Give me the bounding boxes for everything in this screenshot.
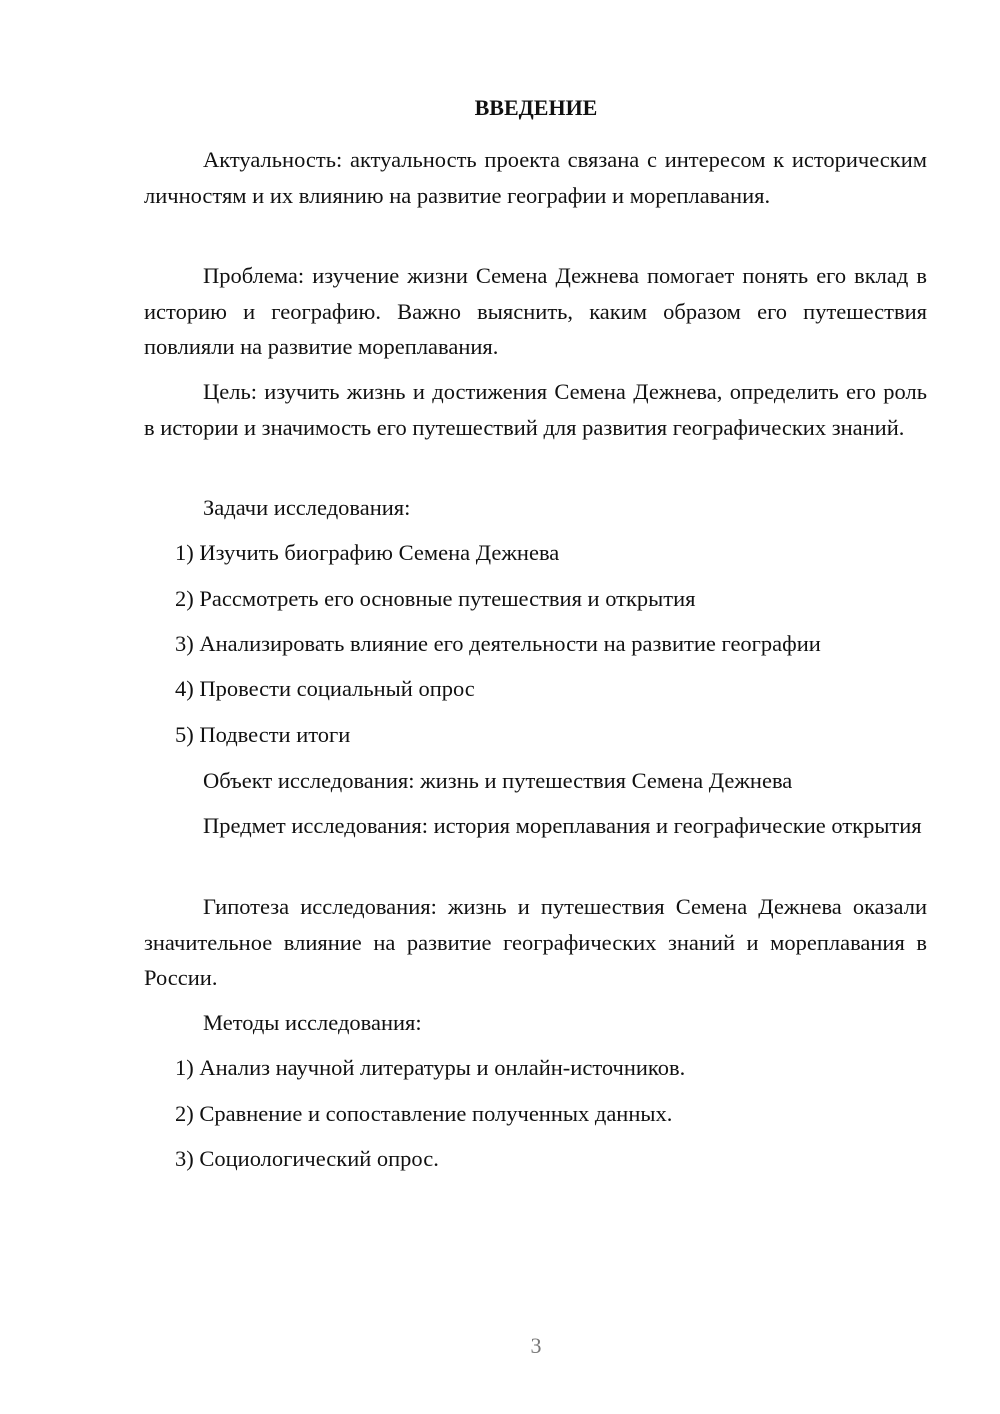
tasks-heading: Задачи исследования: [203,495,411,520]
subject-paragraph: Предмет исследования: история мореплавания и географические открытия [203,813,922,838]
methods-heading: Методы исследования: [203,1010,422,1035]
task-item: 1) Изучить биографию Семена Дежнева [175,540,560,565]
problem-paragraph: Проблема: изучение жизни Семена Дежнева помогает понять его вклад в историю и географию. Важно выяснить, каким образом его путешествия повлияли на развитие мореплавания. [144,263,927,359]
relevance-paragraph: Актуальность: актуальность проекта связана с интересом к историческим личностям и их влиянию на развитие географии и мореплавания. [144,147,927,208]
method-item: 1) Анализ научной литературы и онлайн-источников. [175,1055,686,1080]
method-item: 3) Социологический опрос. [175,1146,439,1171]
task-item: 3) Анализировать влияние его деятельности на развитие географии [175,631,821,656]
hypothesis-paragraph: Гипотеза исследования: жизнь и путешествия Семена Дежнева оказали значительное влияние на развитие географических знаний и мореплавания в России. [144,894,927,990]
task-item: 5) Подвести итоги [175,722,351,747]
task-item: 4) Провести социальный опрос [175,676,475,701]
page-number: 3 [530,1333,542,1358]
page-title: ВВЕДЕНИЕ [474,95,598,120]
task-item: 2) Рассмотреть его основные путешествия и открытия [175,586,696,611]
object-paragraph: Объект исследования: жизнь и путешествия Семена Дежнева [203,768,793,793]
goal-paragraph: Цель: изучить жизнь и достижения Семена Дежнева, определить его роль в истории и значимость его путешествий для развития географических знаний. [144,379,927,440]
method-item: 2) Сравнение и сопоставление полученных данных. [175,1101,673,1126]
